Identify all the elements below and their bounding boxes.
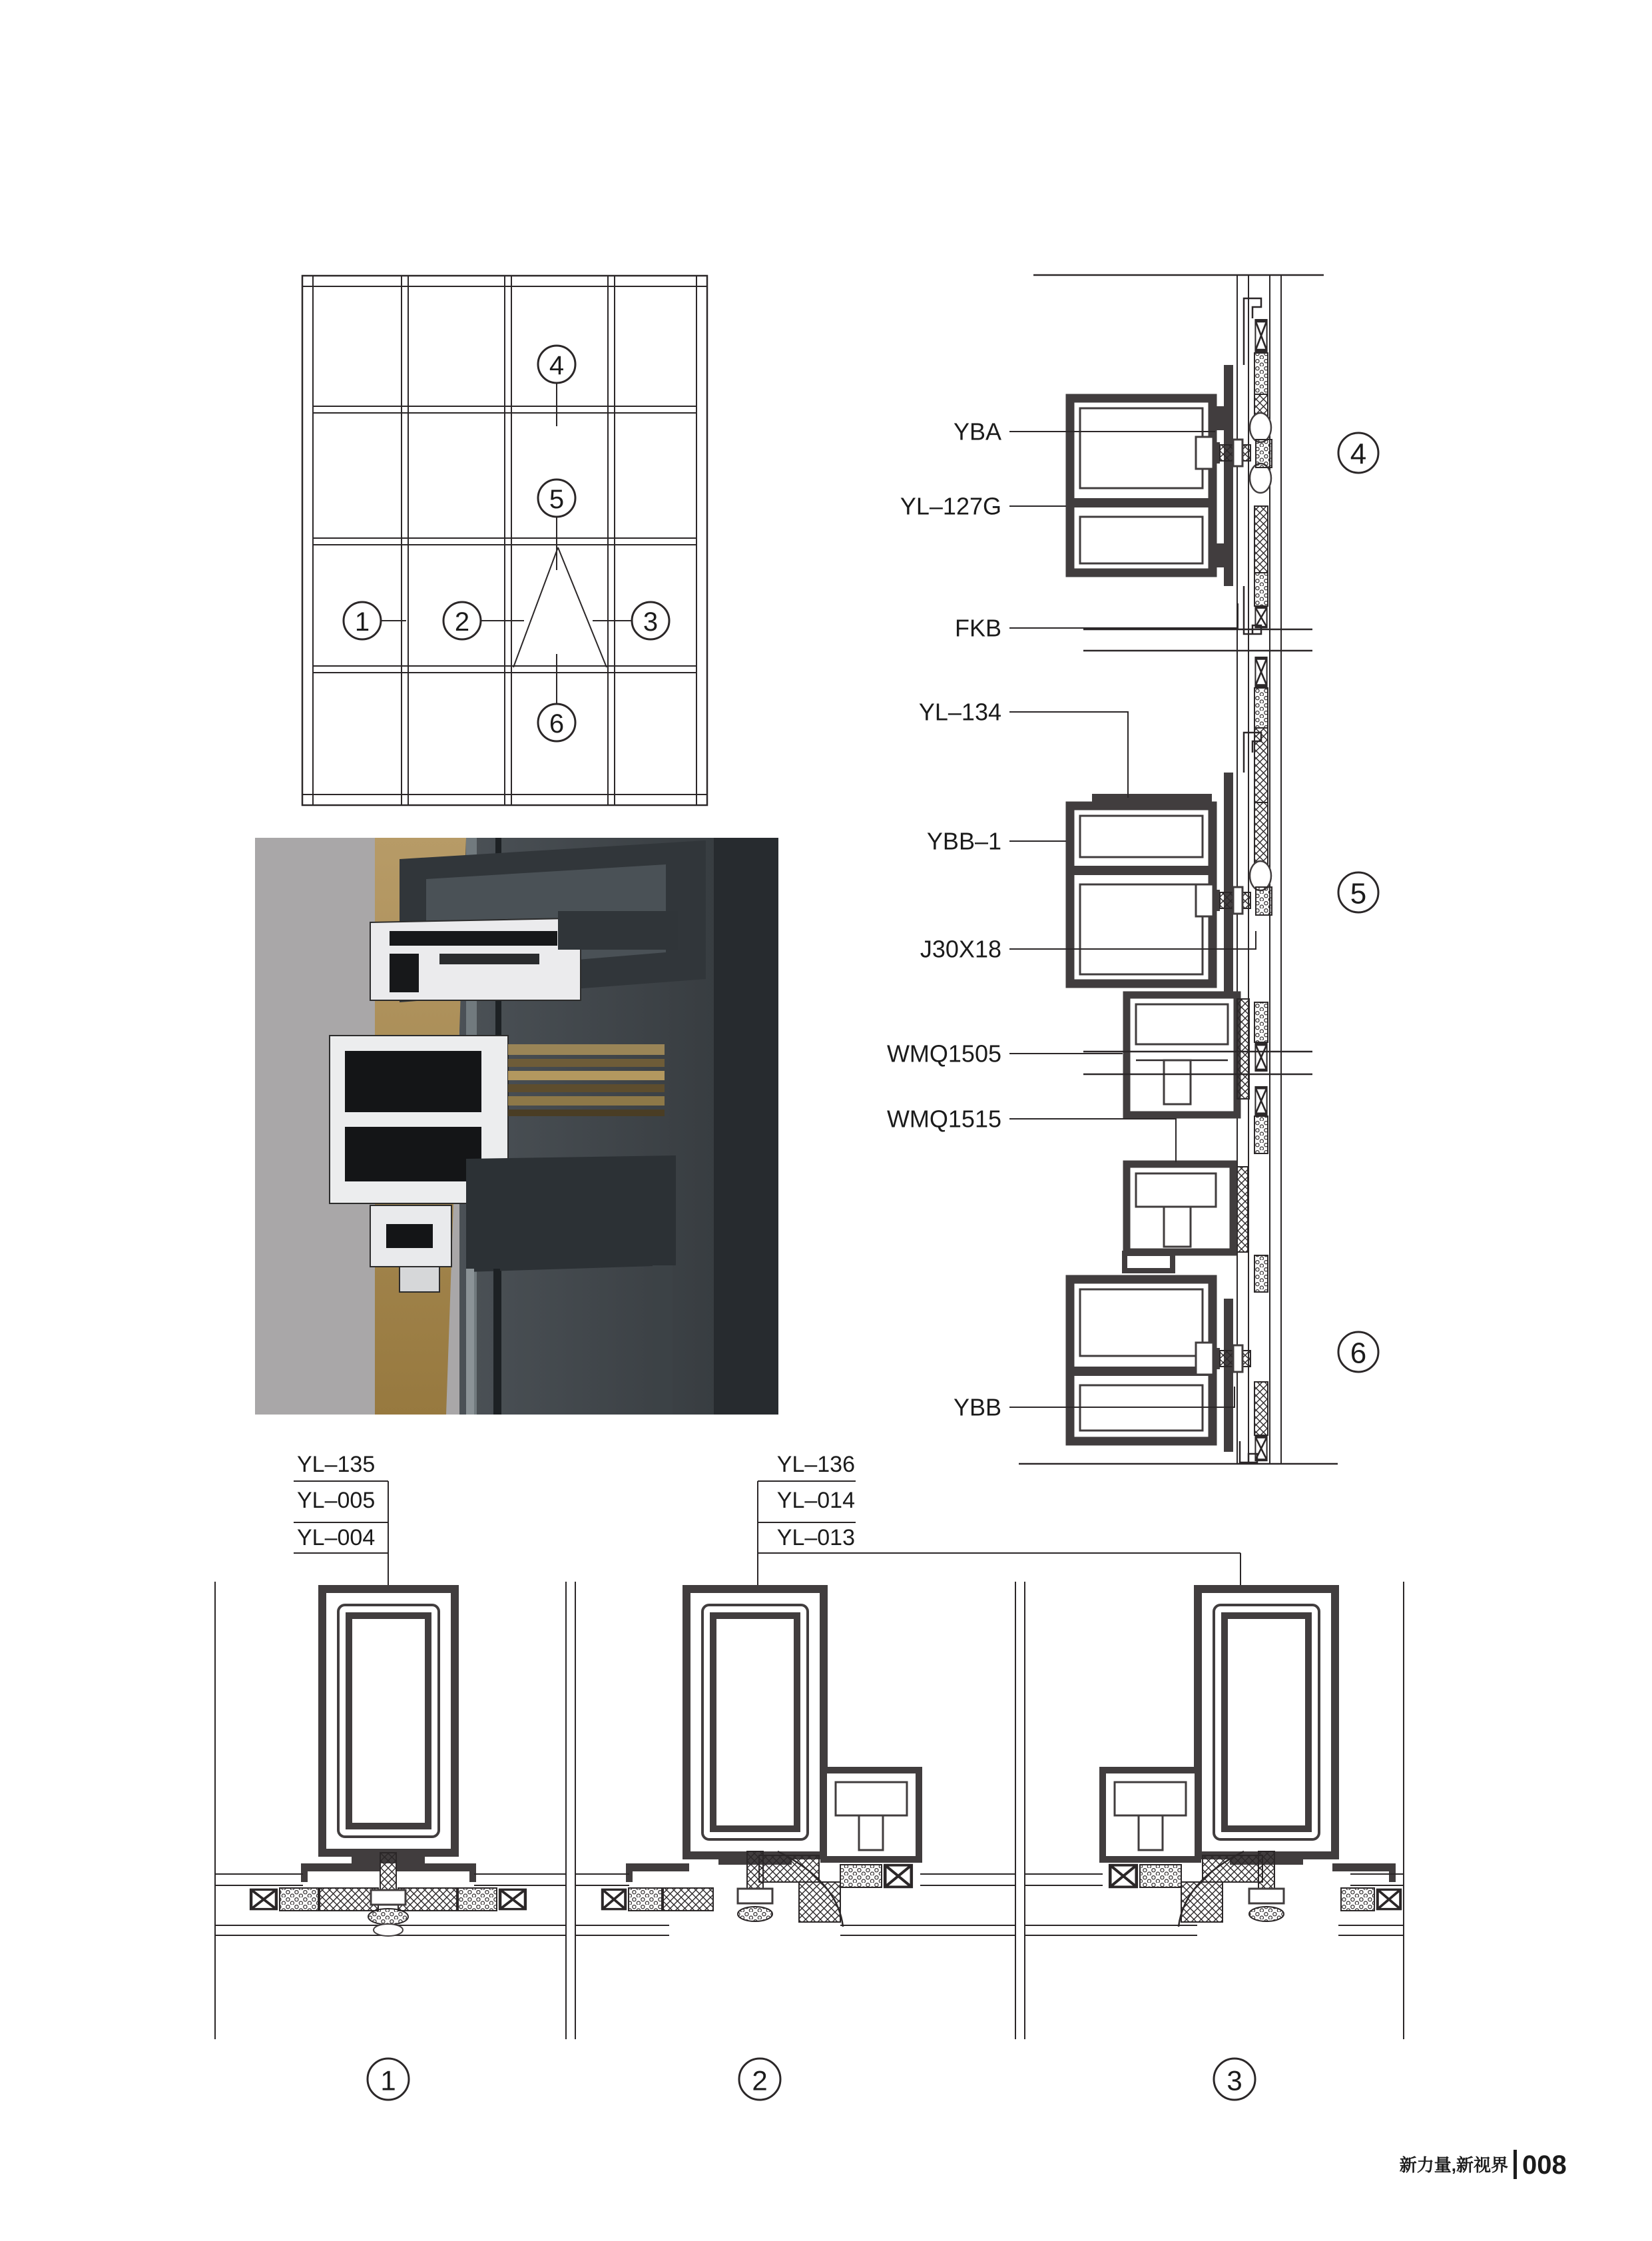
footer-divider [1514, 2150, 1517, 2179]
separator-4-5 [1083, 629, 1312, 651]
elevation-mullions [402, 276, 615, 805]
footer-page-number: 008 [1522, 2150, 1567, 2180]
callout-6: 6 [549, 709, 565, 739]
callout-3: 3 [643, 607, 659, 637]
section3-sill [1025, 1851, 1404, 1935]
detail4-label-yl127g: YL–127G [900, 492, 1001, 520]
section-3-drawing [1025, 1589, 1404, 2100]
callout-4: 4 [549, 351, 565, 380]
detail-6-drawing [887, 1088, 1378, 1462]
render-3d-image [255, 838, 778, 1415]
section2-label-stack [758, 1452, 1240, 1589]
detail4-callout: 4 [1350, 438, 1367, 471]
callout-1: 1 [354, 607, 370, 637]
detail-5-drawing [887, 658, 1378, 1115]
section2-label-yl014: YL–014 [776, 1488, 855, 1513]
detail5-label-yl134: YL–134 [918, 698, 1001, 726]
elevation-leaders [380, 383, 633, 704]
section1-label-yl135: YL–135 [297, 1452, 376, 1477]
section1-label-yl005: YL–005 [297, 1488, 376, 1513]
footer-slogan: 新力量,新视界 [1399, 2155, 1508, 2175]
section2-label-yl136: YL–136 [776, 1452, 855, 1477]
detail5-callout: 5 [1350, 877, 1367, 910]
section1-callout: 1 [380, 2065, 396, 2096]
detail6-label-ybb: YBB [953, 1393, 1001, 1421]
section2-label-yl013: YL–013 [776, 1525, 855, 1550]
elevation-drawing [302, 276, 707, 805]
section1-label-yl004: YL–004 [297, 1525, 376, 1550]
detail5-label-j30x18: J30X18 [920, 935, 1001, 963]
vent-triangle-symbol [513, 547, 607, 667]
detail-4-drawing [900, 298, 1378, 642]
section2-callout: 2 [752, 2065, 768, 2096]
section1-sill [215, 1853, 566, 1936]
detail6-callout: 6 [1350, 1337, 1367, 1370]
detail4-label-yba: YBA [953, 418, 1001, 446]
detail5-label-ybb1: YBB–1 [926, 827, 1001, 855]
section2-sill [575, 1851, 1015, 1935]
section3-callout: 3 [1227, 2065, 1242, 2096]
callout-2: 2 [454, 607, 470, 637]
detail4-label-fkb: FKB [954, 614, 1001, 642]
detail6-label-wmq1515: WMQ1515 [886, 1105, 1001, 1133]
section1-label-stack [294, 1452, 388, 1589]
section-1-drawing [215, 1452, 566, 2100]
elevation-callouts [344, 346, 669, 741]
detail5-label-wmq1505: WMQ1505 [886, 1040, 1001, 1068]
page-footer [1400, 2150, 1567, 2180]
callout-5: 5 [549, 485, 565, 514]
